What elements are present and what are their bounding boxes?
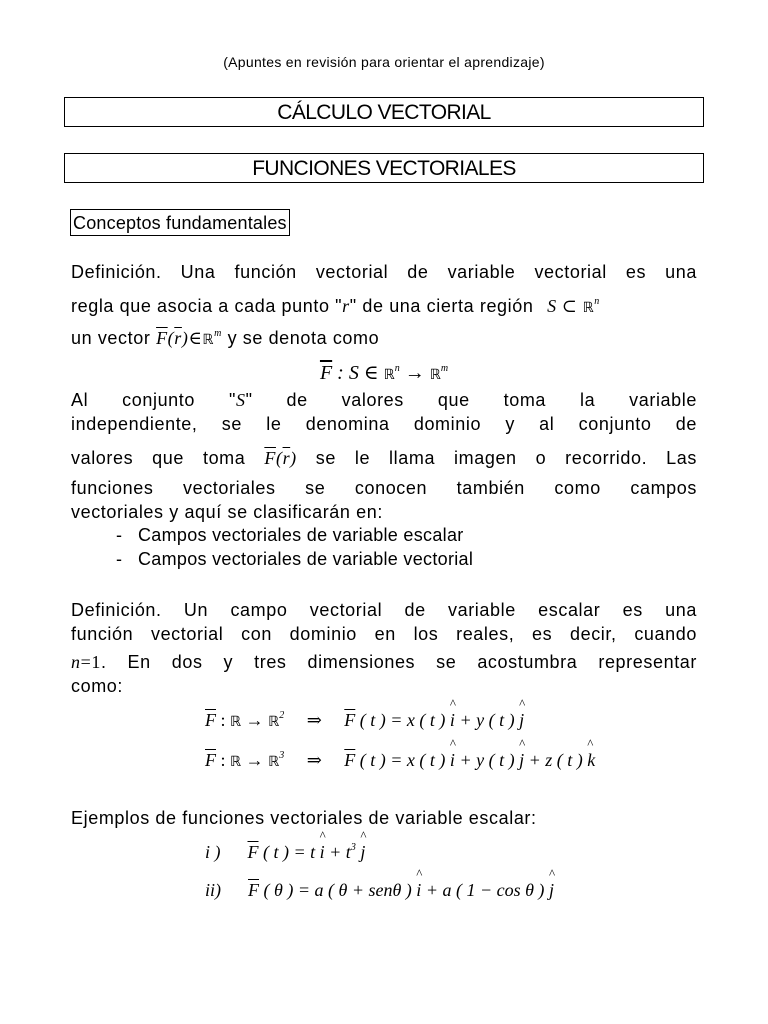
text-line: Definición. Una función vectorial de variable vectorial es una: [71, 262, 697, 282]
examples-heading: [71, 806, 697, 830]
text-line: independiente, se le denomina dominio y al conjunto de: [71, 414, 697, 434]
math-s: S: [235, 390, 246, 410]
equation-2d: $\overline{F}$ : ℝ → ℝ$^2$ ⇒ $\overline{F}$ ( t ) = x ( t ) ^ i + y ( t ) ^ j: [205, 710, 524, 731]
definition-paragraph-1: [71, 260, 697, 346]
text-fragment: Al conjunto ": [71, 390, 236, 410]
math-vector-f: $\overline{F}(\overline{r})\in ℝ^m$: [156, 328, 222, 348]
text-fragment: " de valores que toma la variable: [245, 390, 697, 410]
math-r: r: [342, 296, 350, 316]
classification-list: [116, 523, 473, 571]
text-line: [71, 290, 697, 314]
example-label: i ): [205, 842, 221, 862]
text-line: Ejemplos de funciones vectoriales de variable escalar:: [71, 808, 537, 828]
text-fragment: regla que asocia a cada punto ": [71, 296, 343, 316]
text-line: [71, 446, 697, 470]
section-heading: Conceptos fundamentales: [70, 209, 290, 236]
document-title: CÁLCULO VECTORIAL: [64, 97, 704, 127]
example-ii: ii) $\overline{F}$ ( θ ) = a ( θ + senθ ) ^ i + a ( 1 − cos θ ) ^ j: [205, 880, 554, 901]
definition-paragraph-3: [71, 598, 697, 698]
text-line: Definición. Un campo vectorial de variable escalar es una: [71, 600, 697, 620]
text-line: como:: [71, 676, 124, 696]
text-line: funciones vectoriales se conocen también como campos: [71, 478, 697, 498]
definition-paragraph-2: [71, 388, 697, 524]
list-item-label: Campos vectoriales de variable vectorial: [138, 549, 474, 569]
equation-3d: $\overline{F}$ : ℝ → ℝ$^3$ ⇒ $\overline{F}$ ( t ) = x ( t ) ^ i + y ( t ) ^ j + z ( t ) ^ k: [205, 750, 595, 771]
document-note: (Apuntes en revisión para orientar el aprendizaje): [223, 54, 545, 70]
list-item: - Campos vectoriales de variable vectorial: [116, 549, 474, 569]
text-line: función vectorial con dominio en los reales, es decir, cuando: [71, 624, 697, 644]
text-fragment: y se denota como: [227, 328, 380, 348]
text-fragment: " de una cierta región: [349, 296, 534, 316]
equation-mapping: $\overline{F}$ : S ∈ ℝ$^n$ → ℝ$^m$: [319, 362, 449, 384]
math-n-equals-1: n: [71, 652, 81, 672]
text-line: vectoriales y aquí se clasificarán en:: [71, 502, 383, 522]
text-fragment: valores que toma: [71, 448, 246, 468]
text-fragment: se le llama imagen o recorrido. Las: [315, 448, 697, 468]
text-fragment: . En dos y tres dimensiones se acostumbra representar: [100, 652, 697, 672]
example-i: i ) $\overline{F}$ ( t ) = t ^ $i + t^3$ ^ j: [205, 842, 365, 863]
list-item: - Campos vectoriales de variable escalar: [116, 525, 464, 545]
text-fragment: un vector: [71, 328, 151, 348]
math-region: S ⊂ ℝ$^n$: [547, 296, 600, 316]
example-label: ii): [205, 880, 221, 900]
text-line: [71, 388, 697, 412]
document-subtitle: FUNCIONES VECTORIALES: [64, 153, 704, 183]
text-line: [71, 322, 697, 346]
math-vector-f: $\overline{F}(\overline{r})$: [264, 448, 297, 468]
list-item-label: Campos vectoriales de variable escalar: [138, 525, 464, 545]
text-line: n=1. En dos y tres dimensiones se acostumbra representar: [71, 652, 697, 672]
